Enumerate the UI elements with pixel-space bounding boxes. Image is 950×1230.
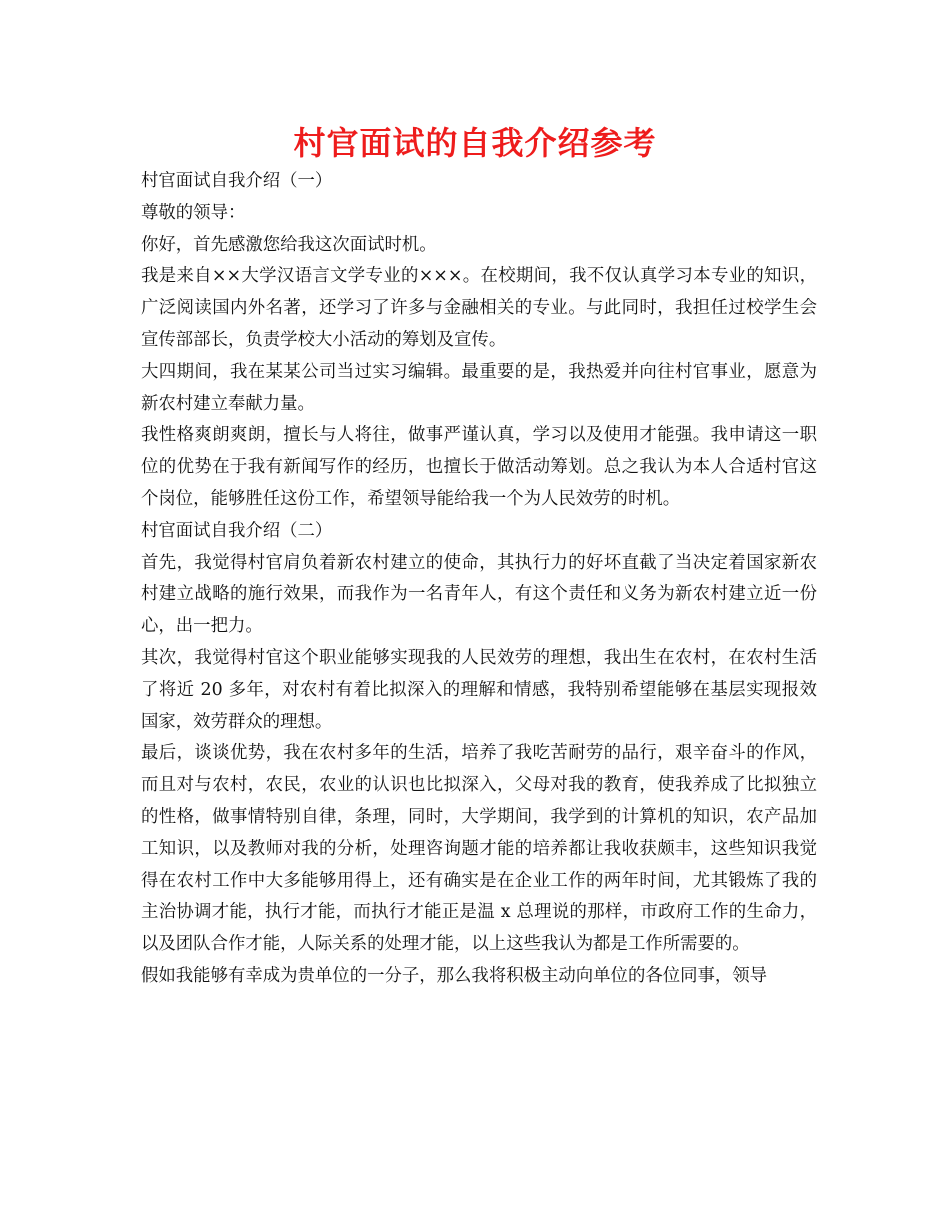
paragraph: 你好，首先感激您给我这次面试时机。	[141, 234, 437, 255]
paragraph: 首先，我觉得村官肩负着新农村建立的使命，其执行力的好坏直截了当决定着国家新农村建立战略的施行效果，而我作为一名青年人，有这个责任和义务为新农村建立近一份心，出一把力。	[141, 552, 817, 637]
paragraph: 大四期间，我在某某公司当过实习编辑。最重要的是，我热爱并向往村官事业，愿意为新农村建立奉献力量。	[141, 361, 817, 414]
document-body	[141, 166, 817, 993]
paragraph-heading-2: 村官面试自我介绍（二）	[141, 520, 333, 541]
document-title: 村官面试的自我介绍参考	[293, 124, 657, 162]
paragraph: 其次，我觉得村官这个职业能够实现我的人民效劳的理想，我出生在农村，在农村生活了将近 20 多年，对农村有着比拟深入的理解和情感，我特别希望能够在基层实现报效国家，效劳群众的理想。	[141, 647, 817, 732]
paragraph-heading-1: 村官面试自我介绍（一）	[141, 171, 333, 191]
paragraph: 最后，谈谈优势，我在农村多年的生活，培养了我吃苦耐劳的品行，艰辛奋斗的作风，而且对与农村，农民，农业的认识也比拟深入，父母对我的教育，使我养成了比拟独立的性格，做事情特别自律，条理，同时，大学期间，我学到的计算机的知识，农产品加工知识，以及教师对我的分析，处理咨询题才能的培养都让我收获颇丰，这些知识我觉得在农村工作中大多能够用得上，还有确实是在企业工作的两年时间，尤其锻炼了我的主治协调才能，执行才能，而执行才能正是温 x 总理说的那样，市政府工作的生命力，以及团队合作才能，人际关系的处理才能，以上这些我认为都是工作所需要的。	[141, 743, 817, 955]
paragraph: 假如我能够有幸成为贵单位的一分子，那么我将积极主动向单位的各位同事，领导	[141, 965, 768, 986]
paragraph-salutation: 尊敬的领导：	[141, 202, 246, 223]
paragraph: 我是来自××大学汉语言文学专业的×××。在校期间，我不仅认真学习本专业的知识，广泛阅读国内外名著，还学习了许多与金融相关的专业。与此同时，我担任过校学生会宣传部部长，负责学校大小活动的筹划及宣传。	[141, 266, 817, 350]
paragraph: 我性格爽朗爽朗，擅长与人将往，做事严谨认真，学习以及使用才能强。我申请这一职位的优势在于我有新闻写作的经历，也擅长于做活动筹划。总之我认为本人合适村官这个岗位，能够胜任这份工作，希望领导能给我一个为人民效劳的时机。	[141, 425, 817, 509]
